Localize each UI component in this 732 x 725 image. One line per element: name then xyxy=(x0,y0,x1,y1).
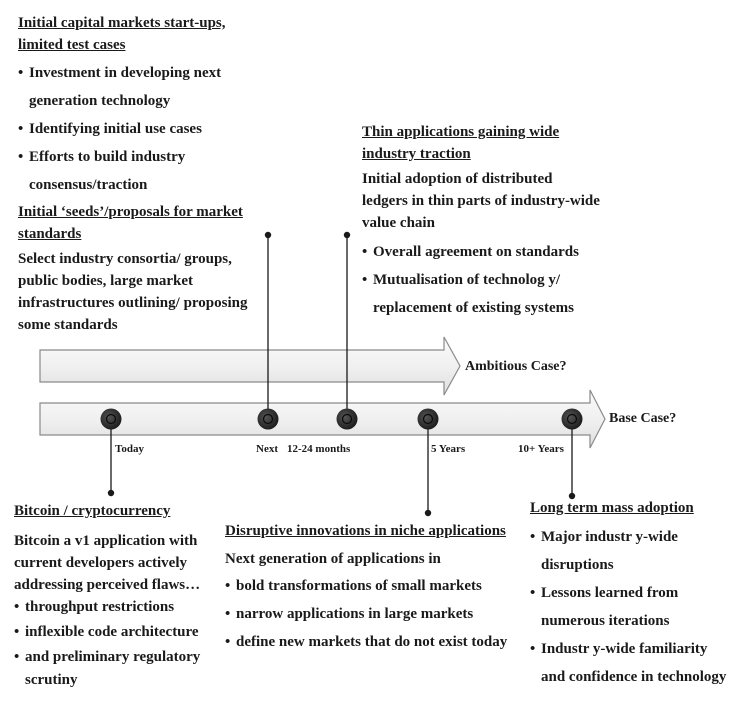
disruptive-bullet-2: • narrow applications in large markets xyxy=(225,600,510,628)
today-end-dot xyxy=(108,490,114,496)
disruptive-block xyxy=(225,520,510,656)
ten-years-label: 10+ Years xyxy=(518,443,564,455)
seeds-body: Select industry consortia/ groups, public bodies, large market infrastructures outlining/ proposing some standards xyxy=(18,251,248,333)
thin-apps-body: Initial adoption of distributed ledgers in thin parts of industry-wide value chain xyxy=(362,171,600,231)
today-label: Today xyxy=(115,443,144,455)
five-years-end-dot xyxy=(425,510,431,516)
long-term-block xyxy=(530,497,730,691)
disruptive-body: Next generation of applications in xyxy=(225,551,441,567)
months-label: 12-24 months xyxy=(287,443,351,455)
start-ups-block xyxy=(18,12,268,199)
next-label: Next xyxy=(256,443,278,455)
bitcoin-bullet-2: • inflexible code architecture xyxy=(14,621,204,644)
start-ups-bullet-3: • Efforts to build industry consensus/traction xyxy=(18,143,268,199)
long-term-bullet-3: • Industr y-wide familiarity and confidence in technology xyxy=(530,635,730,691)
today-marker xyxy=(101,409,122,430)
thin-apps-heading: Thin applications gaining wide industry traction xyxy=(362,124,560,162)
bitcoin-bullet-1: • throughput restrictions xyxy=(14,596,204,619)
start-ups-bullet-2: • Identifying initial use cases xyxy=(18,115,268,143)
base-case-label: Base Case? xyxy=(609,411,677,426)
months-marker xyxy=(337,409,358,430)
ambitious-case-label: Ambitious Case? xyxy=(465,359,567,374)
disruptive-heading: Disruptive innovations in niche applications xyxy=(225,523,506,539)
start-ups-heading: Initial capital markets start-ups, limited test cases xyxy=(18,15,226,53)
thin-apps-block xyxy=(362,121,602,322)
start-ups-bullet-1: • Investment in developing next generation technology xyxy=(18,59,268,115)
long-term-heading: Long term mass adoption xyxy=(530,500,694,516)
bitcoin-heading: Bitcoin / cryptocurrency xyxy=(14,503,171,519)
long-term-bullet-1: • Major industr y-wide disruptions xyxy=(530,523,730,579)
ten-years-marker xyxy=(562,409,583,430)
months-end-dot xyxy=(344,232,350,238)
next-end-dot xyxy=(265,232,271,238)
thin-apps-bullet-1: • Overall agreement on standards xyxy=(362,238,602,266)
disruptive-bullet-1: • bold transformations of small markets xyxy=(225,572,510,600)
five-years-label: 5 Years xyxy=(431,443,466,455)
disruptive-bullet-3: • define new markets that do not exist today xyxy=(225,628,510,656)
bitcoin-bullet-3: • and preliminary regulatory scrutiny xyxy=(14,646,204,692)
bitcoin-block xyxy=(14,500,204,694)
bitcoin-body: Bitcoin a v1 application with current developers actively addressing perceived flaws… xyxy=(14,533,201,593)
base-case-arrow xyxy=(40,390,605,448)
five-years-marker xyxy=(418,409,439,430)
thin-apps-bullet-2: • Mutualisation of technolog y/ replacement of existing systems xyxy=(362,266,602,322)
seeds-heading: Initial ‘seeds’/proposals for market standards xyxy=(18,204,243,242)
seeds-block xyxy=(18,201,263,340)
next-marker xyxy=(258,409,279,430)
ambitious-case-arrow xyxy=(40,337,460,395)
long-term-bullet-2: • Lessons learned from numerous iterations xyxy=(530,579,730,635)
